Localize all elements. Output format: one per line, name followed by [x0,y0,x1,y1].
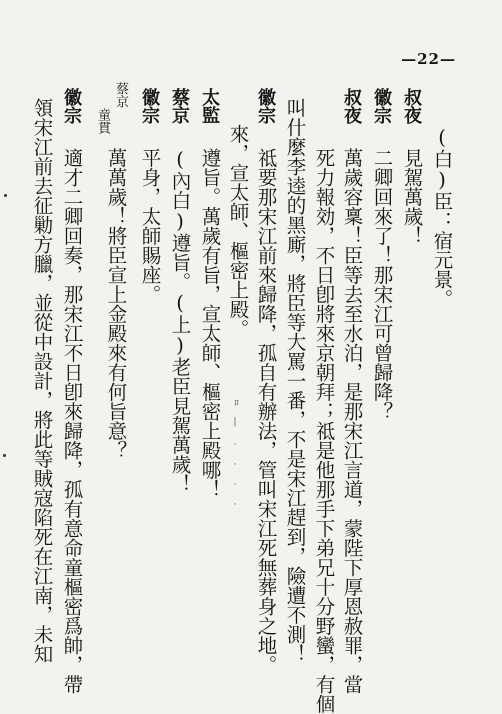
speaker-huizong: 徽宗 [139,88,160,124]
dialogue-line: 死力報効，不日卽將來京朝拜；祗是他那手下弟兄十分野蠻，有個 [312,148,336,714]
speaker-caijing: 蔡京 [169,88,190,124]
speck [3,454,6,457]
page-number: —22— [401,50,456,68]
dialogue-line: 萬歲容稟！臣等去至水泊，是那宋江言道，蒙陛下厚恩赦罪，當 [340,148,364,694]
speaker-shuye: 叔夜 [401,88,422,124]
dialogue-line: 祗要那宋江前來歸降，孤自有辦法，管叫宋江死無葬身之地。 [254,148,278,675]
speaker-tongguan: 童貫 [95,108,110,134]
dialogue-line: 遵旨。萬歲有旨，宣太師、樞密上殿哪！ [198,148,222,499]
dialogue-line: 萬萬歲！將臣宣上金殿來有何旨意？ [104,148,128,460]
dialogue-line: 見駕萬歲！ [400,148,424,246]
speaker-taijian: 太監 [199,88,220,124]
speaker-shuye: 叔夜 [341,88,362,124]
dialogue-line: 二卿回來了！那宋江可曾歸降？ [370,148,394,421]
speck [4,194,7,197]
speaker-huizong: 徽宗 [255,88,276,124]
print-mark: · · · · [230,440,240,510]
dialogue-line: (內白)遵旨。(上)老臣見駕萬歲！ [168,148,192,494]
dialogue-line: 平身，太師賜座。 [138,148,162,304]
dialogue-line: (白)臣：宿元景。 [430,126,454,309]
speaker-caijing: 蔡京 [113,82,128,108]
dialogue-line: 適才二卿回奏，那宋江不日卽來歸降，孤有意命童樞密爲帥，帶 [60,148,84,694]
speaker-huizong: 徽宗 [371,88,392,124]
dialogue-line: 領宋江前去征勦方臘，並從中設計，將此等賊寇陷死在江南，未知 [30,98,54,664]
dialogue-line: 叫什麼李逵的黑廝，將臣等大罵一番，不是宋江趕到，險遭不測！ [283,98,307,664]
dialogue-line: 來，宣太師、樞密上殿。 [226,124,250,339]
print-mark: ﾛ | [230,398,240,427]
speaker-huizong: 徽宗 [61,88,82,124]
